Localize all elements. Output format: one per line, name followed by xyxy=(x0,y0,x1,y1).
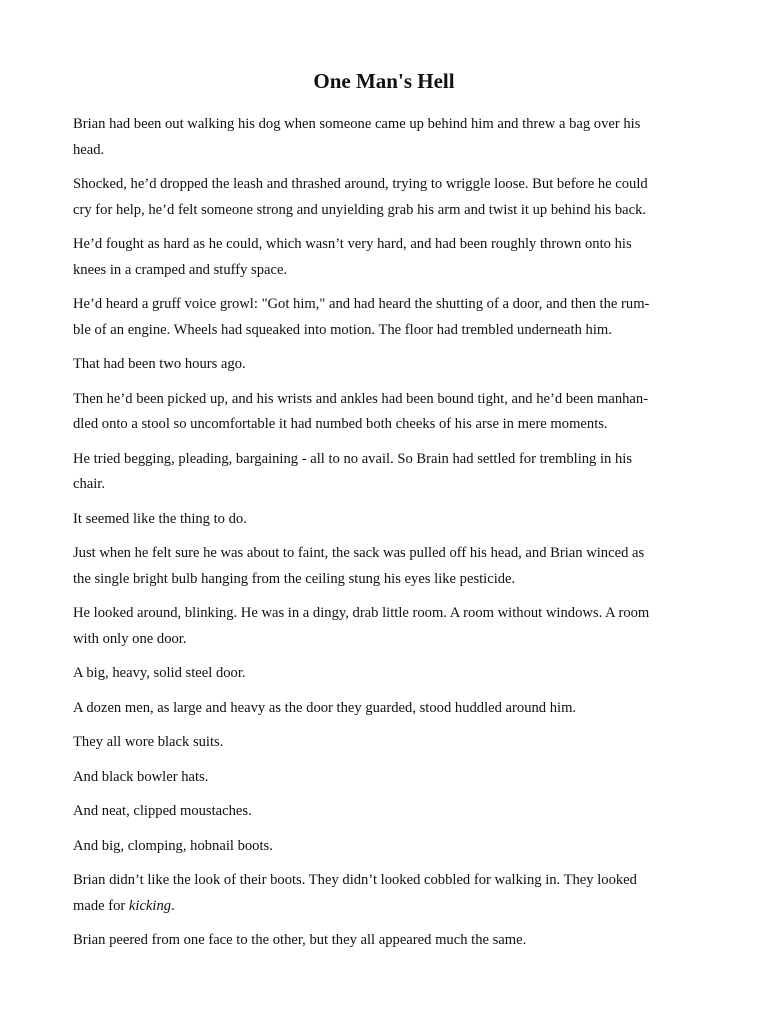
paragraph xyxy=(73,232,693,283)
text-line: And neat, clipped moustaches. xyxy=(73,803,252,819)
paragraph xyxy=(73,292,693,343)
text-run: . xyxy=(171,897,175,914)
paragraph xyxy=(73,541,693,592)
text-line: chair. xyxy=(73,476,106,492)
text-line: head. xyxy=(73,141,105,158)
paragraph xyxy=(73,765,693,791)
text-run: made for xyxy=(73,897,129,914)
emphasized-word: kicking xyxy=(128,897,172,914)
text-line: Just when he felt sure he was about to faint, the sack was pulled off his head, and Brian winced as xyxy=(73,545,645,561)
text-line: Brian didn’t like the look of their boots. They didn’t looked cobbled for walking in. They looked xyxy=(73,872,637,888)
paragraph xyxy=(73,661,693,687)
text-line: And black bowler hats. xyxy=(73,768,209,785)
paragraph xyxy=(73,928,693,954)
text-line: Brian had been out walking his dog when someone came up behind him and threw a bag over his xyxy=(73,116,641,132)
text-line: They all wore black suits. xyxy=(73,734,224,750)
text-line: It seemed like the thing to do. xyxy=(73,510,247,527)
paragraph xyxy=(73,696,693,722)
text-line: He tried begging, pleading, bargaining - all to no avail. So Brain had settled for trembling in his xyxy=(73,450,633,467)
text-line: A big, heavy, solid steel door. xyxy=(73,665,246,681)
text-line: He’d heard a gruff voice growl: "Got him," and had heard the shutting of a door, and then the rum- xyxy=(73,296,650,312)
text-line: A dozen men, as large and heavy as the door they guarded, stood huddled around him. xyxy=(73,699,577,716)
paragraph xyxy=(73,112,693,163)
text-line xyxy=(73,894,693,920)
paragraph xyxy=(73,352,693,378)
paragraph xyxy=(73,447,693,498)
text-line: He’d fought as hard as he could, which wasn’t very hard, and had been roughly thrown onto his xyxy=(73,236,632,252)
paragraph xyxy=(73,507,693,533)
text-line: the single bright bulb hanging from the ceiling stung his eyes like pesticide. xyxy=(73,570,516,587)
paragraph xyxy=(73,834,693,860)
text-line: Brian peered from one face to the other, but they all appeared much the same. xyxy=(73,932,527,948)
text-line: Then he’d been picked up, and his wrists and ankles had been bound tight, and he’d been manhan- xyxy=(73,390,649,407)
text-line: with only one door. xyxy=(73,630,187,647)
text-line: ble of an engine. Wheels had squeaked into motion. The floor had trembled underneath him. xyxy=(73,321,612,338)
text-line: That had been two hours ago. xyxy=(73,356,246,372)
text-line: dled onto a stool so uncomfortable it had numbed both cheeks of his arse in mere moments. xyxy=(73,416,608,432)
paragraph xyxy=(73,172,693,223)
text-line: Shocked, he’d dropped the leash and thrashed around, trying to wriggle loose. But before he could xyxy=(73,176,648,192)
document-title: One Man's Hell xyxy=(313,69,455,93)
text-line: He looked around, blinking. He was in a dingy, drab little room. A room without windows. A room xyxy=(73,605,650,621)
paragraph xyxy=(73,730,693,756)
paragraph xyxy=(73,868,693,919)
paragraph xyxy=(73,799,693,825)
paragraph xyxy=(73,387,693,438)
text-line: And big, clomping, hobnail boots. xyxy=(73,837,273,854)
text-line: knees in a cramped and stuffy space. xyxy=(73,261,288,278)
document-body xyxy=(73,112,693,963)
text-line: cry for help, he’d felt someone strong and unyielding grab his arm and twist it up behind his back. xyxy=(73,201,647,218)
paragraph xyxy=(73,601,693,652)
